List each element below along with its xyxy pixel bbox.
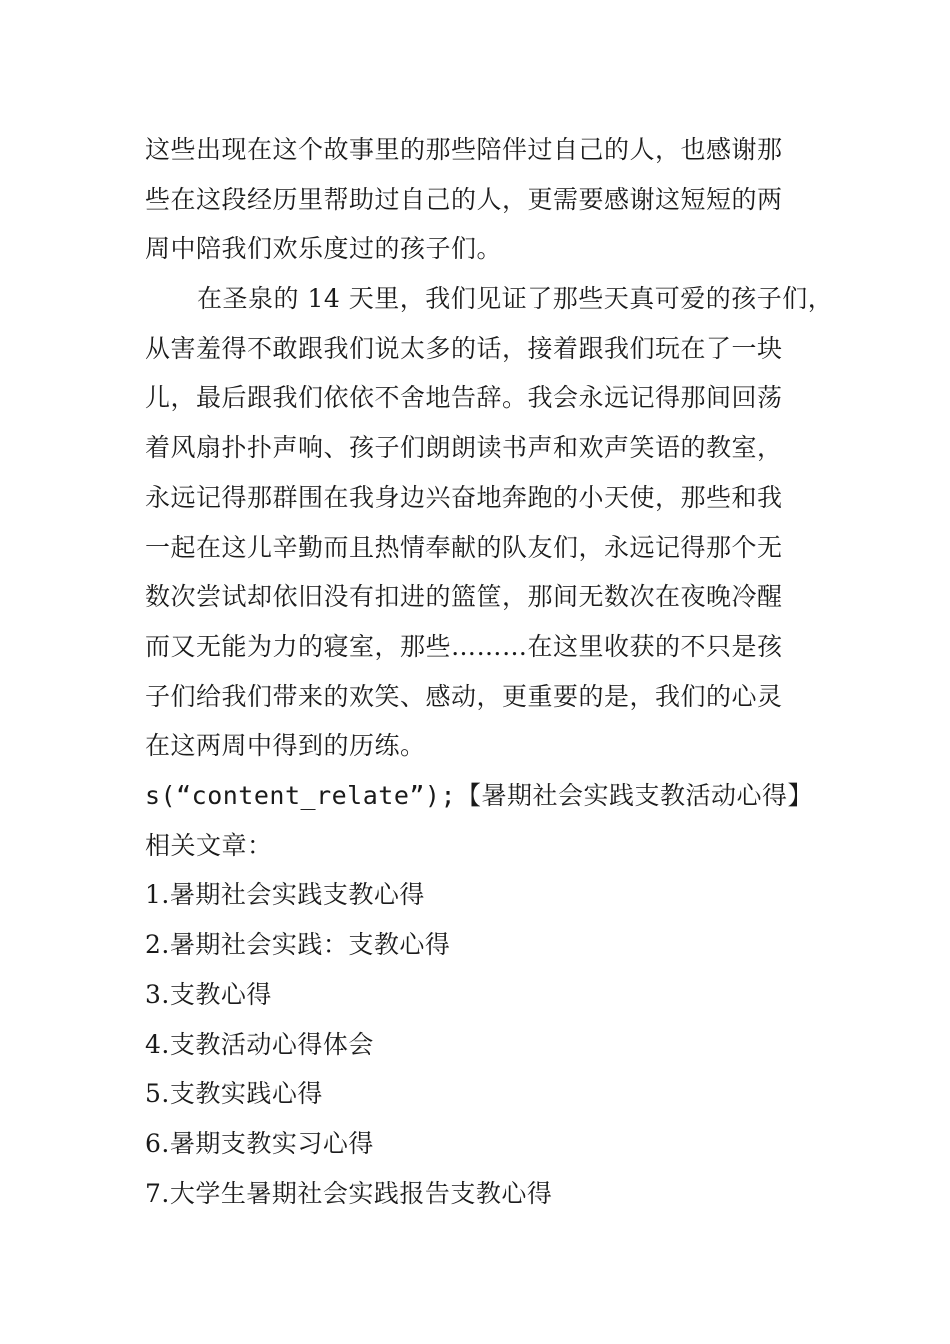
related-link-7[interactable]: 7.大学生暑期社会实践报告支教心得: [145, 1179, 553, 1208]
related-link-4[interactable]: 4.支教活动心得体会: [145, 1030, 374, 1059]
related-heading: 相关文章：: [145, 831, 273, 860]
paragraph-1-line-1: 这些出现在这个故事里的那些陪伴过自己的人，也感谢那: [145, 135, 783, 164]
paragraph-2-line-9: 子们给我们带来的欢笑、感动，更重要的是，我们的心灵: [145, 682, 783, 711]
paragraph-2-line-10: 在这两周中得到的历练。: [145, 731, 426, 760]
paragraph-1-line-2: 些在这段经历里帮助过自己的人，更需要感谢这短短的两: [145, 185, 783, 214]
paragraph-2-line-6: 一起在这儿辛勤而且热情奉献的队友们，永远记得那个无: [145, 533, 783, 562]
script-title: 【暑期社会实践支教活动心得】: [456, 781, 814, 810]
paragraph-2-line-7: 数次尝试却依旧没有扣进的篮筐，那间无数次在夜晚冷醒: [145, 582, 783, 611]
paragraph-2-line-4: 着风扇扑扑声响、孩子们朗朗读书声和欢声笑语的教室，: [145, 433, 783, 462]
paragraph-1-line-3: 周中陪我们欢乐度过的孩子们。: [145, 234, 503, 263]
related-link-1[interactable]: 1.暑期社会实践支教心得: [145, 880, 425, 909]
related-link-6[interactable]: 6.暑期支教实习心得: [145, 1129, 374, 1158]
related-link-2[interactable]: 2.暑期社会实践：支教心得: [145, 930, 451, 959]
paragraph-2-line-3: 儿，最后跟我们依依不舍地告辞。我会永远记得那间回荡: [145, 383, 783, 412]
paragraph-2-line-1: 在圣泉的 14 天里，我们见证了那些天真可爱的孩子们，: [197, 284, 834, 313]
paragraph-2-line-5: 永远记得那群围在我身边兴奋地奔跑的小天使，那些和我: [145, 483, 783, 512]
script-code: s(“content_relate”);: [145, 781, 457, 810]
script-line: [145, 781, 813, 811]
paragraph-2-line-2: 从害羞得不敢跟我们说太多的话，接着跟我们玩在了一块: [145, 334, 783, 363]
related-link-3[interactable]: 3.支教心得: [145, 980, 272, 1009]
paragraph-2-line-8: 而又无能为力的寝室，那些………在这里收获的不只是孩: [145, 632, 783, 661]
related-link-5[interactable]: 5.支教实践心得: [145, 1079, 323, 1108]
